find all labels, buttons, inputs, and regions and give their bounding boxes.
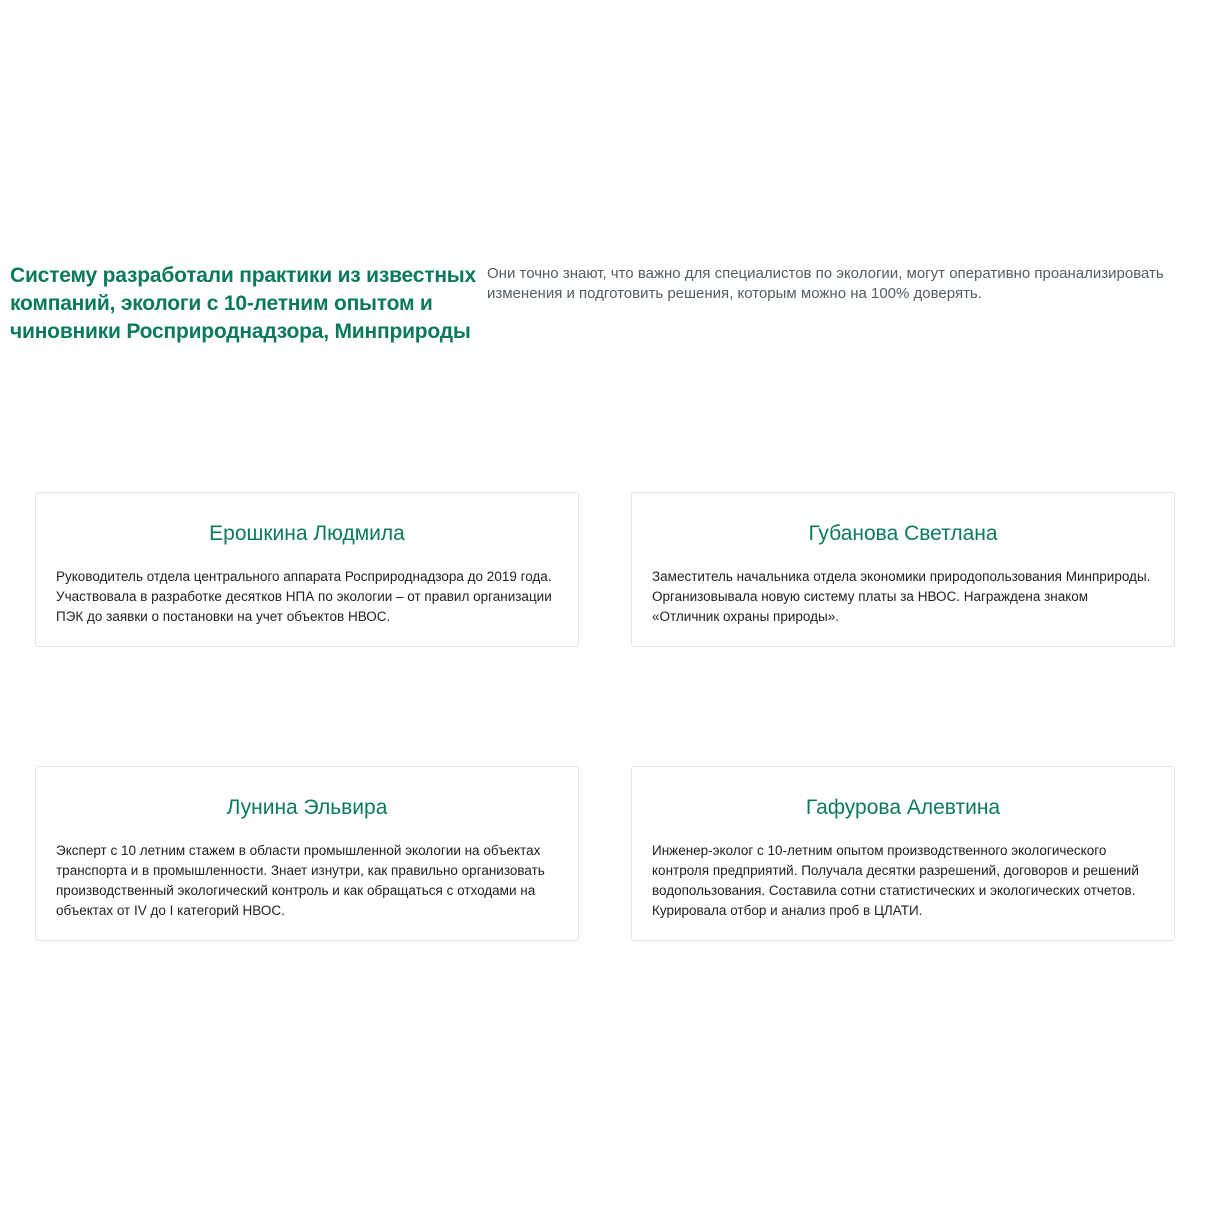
- expert-description: Руководитель отдела центрального аппарата Росприроднадзора до 2019 года. Участвовала в разработке десятков НПА по экологии – от правил организации ПЭК до заявки о постановки на учет объектов НВОС.: [56, 569, 552, 624]
- expert-name: Гафурова Алевтина: [805, 796, 1001, 819]
- section-description: Они точно знают, что важно для специалистов по экологии, могут оперативно проанализировать изменения и подготовить решения, которым можно на 100% доверять.: [487, 265, 1164, 302]
- expert-name: Губанова Светлана: [808, 522, 998, 545]
- expert-card: [35, 766, 579, 941]
- expert-description: Инженер-эколог с 10-летним опытом производственного экологического контроля предприятий. Получала десятки разрешений, договоров и решений водопользования. Составила сотни статистических и экологических отчетов. Курировала отбор и анализ проб в ЦЛАТИ.: [652, 843, 1139, 918]
- expert-name: Ерошкина Людмила: [209, 522, 405, 545]
- expert-description: Заместитель начальника отдела экономики природопользования Минприроды. Организовывала новую систему платы за НВОС. Награждена знаком «Отличник охраны природы».: [652, 569, 1151, 624]
- section-title: Систему разработали практики из известных компаний, экологи с 10-летним опытом и чиновники Росприроднадзора, Минприроды: [10, 264, 477, 343]
- expert-card: [35, 492, 579, 647]
- expert-name: Лунина Эльвира: [226, 796, 388, 819]
- expert-description: Эксперт с 10 летним стажем в области промышленной экологии на объектах транспорта и в промышленности. Знает изнутри, как правильно организовать производственный экологический контроль и как обращаться с отходами на объектах от IV до I категорий НВОС.: [56, 843, 545, 918]
- expert-card: [631, 766, 1175, 941]
- expert-card: [631, 492, 1175, 647]
